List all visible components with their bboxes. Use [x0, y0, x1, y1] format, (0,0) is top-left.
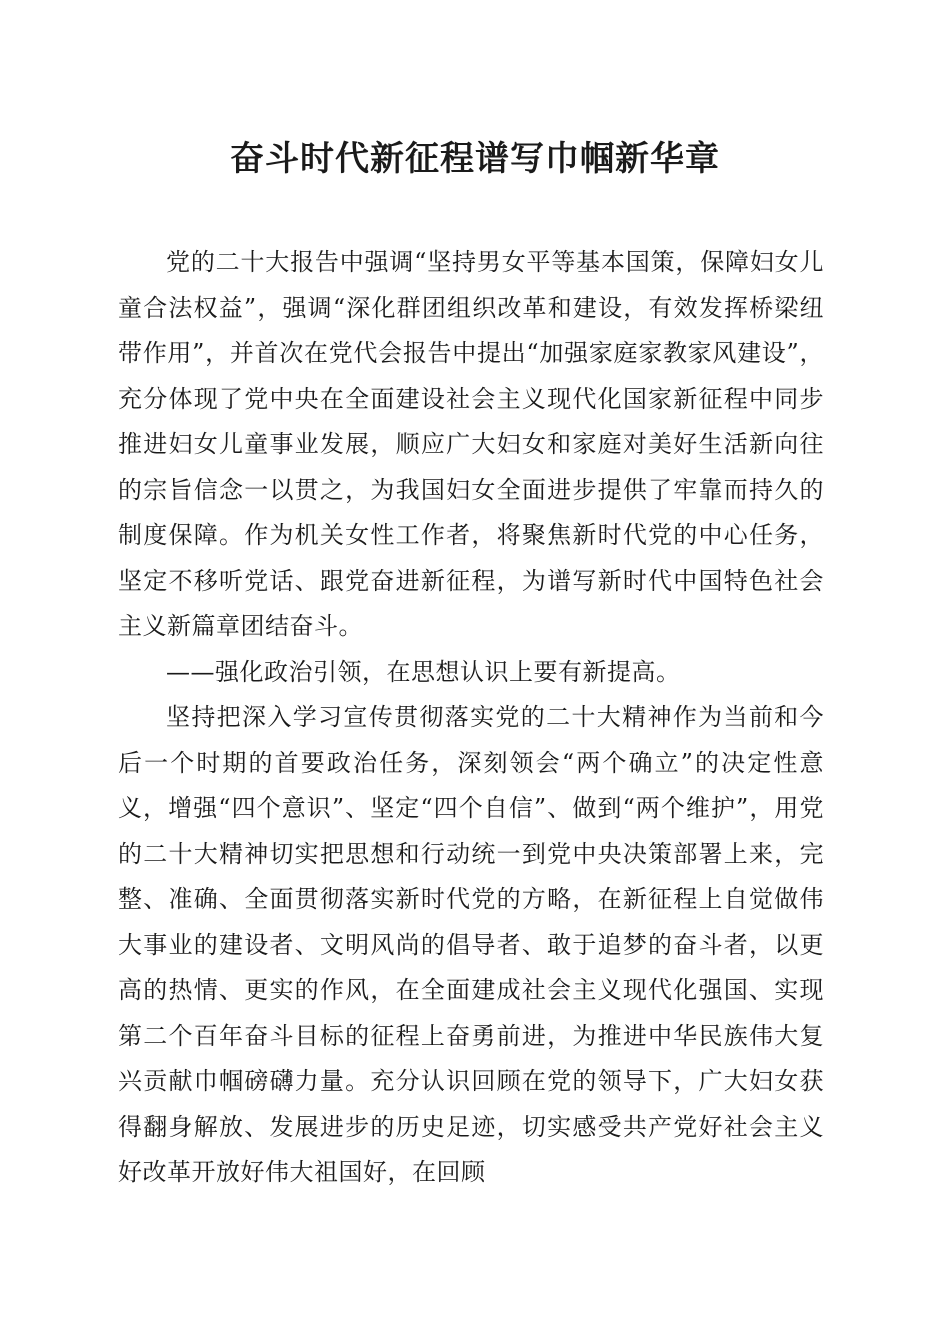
document-title: 奋斗时代新征程谱写巾帼新华章 [230, 139, 720, 179]
document-body [118, 240, 824, 1196]
paragraph-political-guidance: 坚持把深入学习宣传贯彻落实党的二十大精神作为当前和今后一个时期的首要政治任务，深刻领会“两个确立”的决定性意义，增强“四个意识”、坚定“四个自信”、做到“两个维护”，用党的二十大精神切实把思想和行动统一到党中央决策部署上来，完整、准确、全面贯彻落实新时代党的方略，在新征程上自觉做伟大事业的建设者、文明风尚的倡导者、敢于追梦的奋斗者，以更高的热情、更实的作风，在全面建成社会主义现代化强国、实现第二个百年奋斗目标的征程上奋勇前进，为推进中华民族伟大复兴贡献巾帼磅礴力量。充分认识回顾在党的领导下，广大妇女获得翻身解放、发展进步的历史足迹，切实感受共产党好社会主义好改革开放好伟大祖国好，在回顾 [118, 703, 824, 1186]
section-heading-political-guidance: ——强化政治引领，在思想认识上要有新提高。 [166, 657, 681, 686]
paragraph-intro: 党的二十大报告中强调“坚持男女平等基本国策，保障妇女儿童合法权益”，强调“深化群团组织改革和建设，有效发挥桥梁纽带作用”，并首次在党代会报告中提出“加强家庭家教家风建设”，充分体现了党中央在全面建设社会主义现代化国家新征程中同步推进妇女儿童事业发展，顺应广大妇女和家庭对美好生活新向往的宗旨信念一以贯之，为我国妇女全面进步提供了牢靠而持久的制度保障。作为机关女性工作者，将聚焦新时代党的中心任务，坚定不移听党话、跟党奋进新征程，为谱写新时代中国特色社会主义新篇章团结奋斗。 [118, 248, 824, 640]
